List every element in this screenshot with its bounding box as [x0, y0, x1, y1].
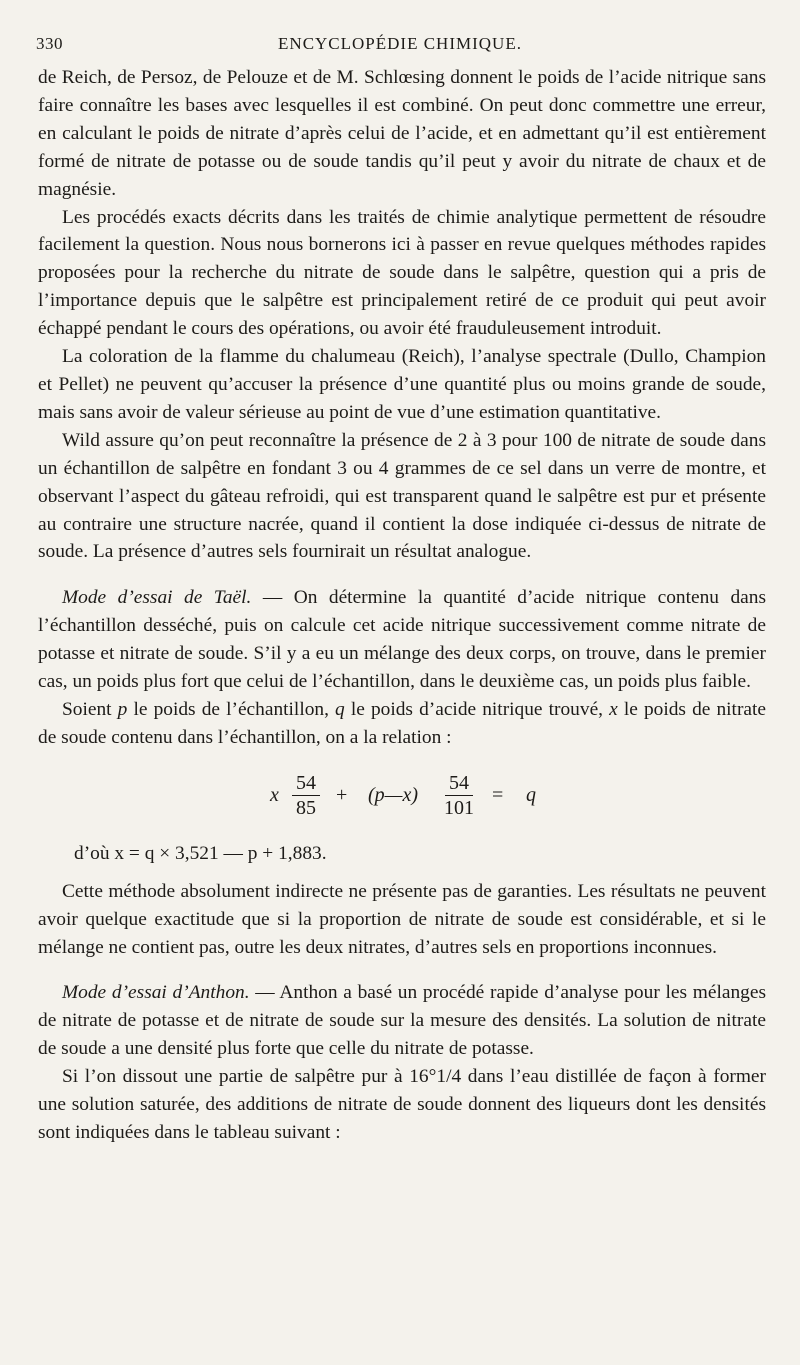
anthon-text: — Anthon a basé un procédé rapide d’analyse pour les mélanges de nitrate de potasse et de nitrate de soude sur la mesure des densités. La solution de nitrate de soude a une densité plus forte que celle du nitrate de potasse.	[38, 982, 767, 1060]
formula-fraction-1	[292, 756, 320, 836]
fraction-2-denominator: 101	[444, 797, 474, 820]
var-x: x	[609, 698, 618, 720]
tael-conclusion: Cette méthode absolument indirecte ne présente pas de garanties. Les résultats ne peuvent avoir quelque exactitude que si la proportion de nitrate de soude est considérable, et si le mélange ne contient pas, outre les deux nitrates, d’autres sels en proportions inconnues.	[38, 880, 766, 958]
paragraph-2: Les procédés exacts décrits dans les traités de chimie analytique permettent de résoudre facilement la question. Nous nous bornerons ici à passer en revue quelques méthodes rapides proposées pour la recherche du nitrate de soude dans le salpêtre, question qui a pris de l’importance depuis que le salpêtre est principalement retiré de ce produit qui peut avoir échappé pendant le cours des opérations, ou avoir été frauduleusement introduit.	[38, 206, 766, 340]
definitions-text: le poids de nitrate de soude contenu dans l’échantillon, on a la relation :	[38, 698, 767, 748]
paragraph-1: de Reich, de Persoz, de Pelouze et de M. Schlœsing donnent le poids de l’acide nitrique sans faire connaître les bases avec lesquelles il est combiné. On peut donc commettre une erreur, en calculant le poids de nitrate d’après celui de l’acide, et en admettant qu’il est entièrement formé de nitrate de potasse ou de soude tandis qu’il peut y avoir du nitrate de chaux et de magnésie.	[38, 67, 766, 200]
formula-plus: +	[336, 783, 348, 806]
tael-title: Mode d’essai de Taël.	[62, 587, 252, 609]
var-q: q	[335, 698, 345, 720]
definitions-text: Soient	[62, 698, 118, 720]
definitions-text: le poids d’acide nitrique trouvé,	[344, 698, 610, 720]
page-header	[36, 34, 764, 58]
page-number: 330	[36, 34, 63, 53]
formula-paren: (p—x)	[368, 783, 418, 806]
formula-equals: =	[492, 783, 504, 806]
paragraph-4: Wild assure qu’on peut reconnaître la présence de 2 à 3 pour 100 de nitrate de soude dans un échantillon de salpêtre en fondant 3 ou 4 grammes de ce sel dans un verre de montre, et observant l’aspect du gâteau refroidi, qui est transparent quand le salpêtre est pur et présente au contraire une structure nacrée, quand il contient la dose indiquée ci-dessus de nitrate de soude. La présence d’autres sels fournirait un résultat analogue.	[38, 429, 766, 563]
formula-q: q	[526, 783, 536, 806]
tael-definitions	[38, 696, 766, 752]
tael-text: — On détermine la quantité d’acide nitrique contenu dans l’échantillon desséché, puis on calcule cet acide nitrique successivement comme nitrate de potasse et nitrate de soude. S’il y a eu un mélange des deux corps, on trouve, dans le premier cas, un poids plus fort que celui de l’échantillon, dans le deuxième cas, un poids plus faible.	[38, 587, 766, 693]
fraction-1-numerator: 54	[292, 771, 320, 796]
running-head: ENCYCLOPÉDIE CHIMIQUE.	[278, 34, 522, 53]
anthon-paragraph-2: Si l’on dissout une partie de salpêtre pur à 16°1/4 dans l’eau distillée de façon à former une solution saturée, des additions de nitrate de soude donnent des liqueurs dont les densités sont indiquées dans le tableau suivant :	[38, 1066, 766, 1143]
fraction-1-denominator: 85	[296, 797, 316, 820]
definitions-text: le poids de l’échantillon,	[127, 698, 336, 720]
var-p: p	[117, 698, 128, 720]
tael-section	[38, 584, 766, 696]
derivation: d’où x = q × 3,521 — p + 1,883.	[74, 842, 327, 864]
formula	[38, 756, 766, 836]
page-body	[38, 64, 766, 1147]
anthon-section	[38, 979, 766, 1063]
formula-x: x	[270, 783, 279, 806]
paragraph-3: La coloration de la flamme du chalumeau (Reich), l’analyse spectrale (Dullo, Champion et Pellet) ne peuvent qu’accuser la présence d’une quantité plus ou moins grande de soude, mais sans avoir de valeur sérieuse au point de vue d’une estimation quantitative.	[38, 346, 766, 423]
anthon-title: Mode d’essai d’Anthon.	[62, 982, 250, 1004]
fraction-2-numerator: 54	[445, 771, 473, 796]
formula-fraction-2	[440, 756, 478, 836]
